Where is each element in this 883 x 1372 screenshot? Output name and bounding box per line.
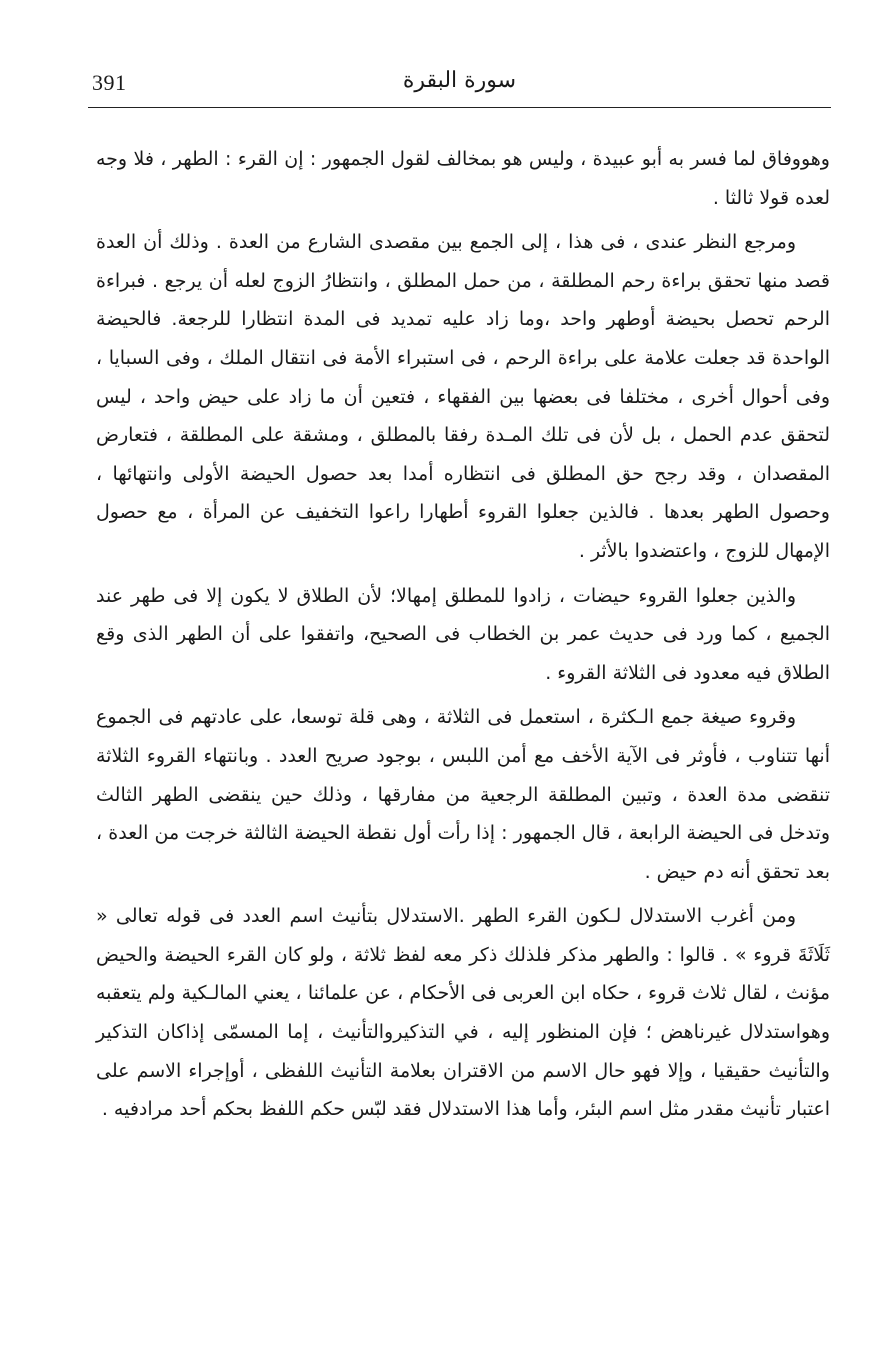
paragraph: والذين جعلوا القروء حيضات ، زادوا للمطلق إمهالا؛ لأن الطلاق لا يكون إلا فى طهر عند الجميع ، كما ورد فى حديث عمر بن الخطاب فى الصحيح، واتفقوا على أن الطهر الذى وقع الطلاق فيه معدود فى الثلاثة القروء . [96,584,830,684]
page-number: 391 [92,70,127,95]
running-title: سورة البقرة [402,68,517,93]
paragraph: وقروء صيغة جمع الـكثرة ، استعمل فى الثلاثة ، وهى قلة توسعا، على عادتهم فى الجموع أنها تتناوب ، فأوثر فى الآية الأخف مع أمن اللبس ، بوجود صريح العدد . وبانتهاء القروء الثلاثة تنقضى مدة العدة ، وتبين المطلقة الرجعية من مفارقها ، وذلك حين ينقضى الطهر الثالث وتدخل فى الحيضة الرابعة ، قال الجمهور : إذا رأت أول نقطة الحيضة الثالثة خرجت من العدة ، بعد تحقق أنه دم حيض . [96,706,830,883]
header-divider [88,107,831,108]
paragraph: ومن أغرب الاستدلال لـكون القرء الطهر .الاستدلال بتأنيث اسم العدد فى قوله تعالى « ثَلَاثَةَ قروء » . قالوا : والطهر مذكر فلذلك ذكر معه لفظ ثلاثة ، ولو كان القرء الحيضة والحيض مؤنث ، لقال ثلاث قروء ، حكاه ابن العربى فى الأحكام ، عن علمائنا ، يعني المالـكية ولم يتعقبه وهواستدلال غيرناهض ؛ فإن المنظور إليه ، في التذكيروالتأنيث ، إما المسمّى إذاكان التذكير والتأنيث حقيقيا ، وإلا فهو حال الاسم من الاقتران بعلامة التأنيث اللفظى ، أوإجراء الاسم على اعتبار تأنيث مقدر مثل اسم البئر، وأما هذا الاستدلال فقد لبّس حكم اللفظ بحكم أحد مرادفيه . [96,905,830,1121]
paragraph: ومرجع النظر عندى ، فى هذا ، إلى الجمع بين مقصدى الشارع من العدة . وذلك أن العدة قصد منها تحقق براءة رحم المطلقة ، من حمل المطلق ، وانتظارُ الزوج لعله أن يرجع . فبراءة الرحم تحصل بحيضة أوطهر واحد ،وما زاد عليه تمديد فى المدة انتظارا للرجعة. فالحيضة الواحدة قد جعلت علامة على براءة الرحم ، فى استبراء الأمة فى انتقال الملك ، وفى السبايا ، وفى أحوال أخرى ، مختلفا فى بعضها بين الفقهاء ، فتعين أن ما زاد على حيض واحد ، ليس لتحقق عدم الحمل ، بل لأن فى تلك المـدة رفقا بالمطلق ، ومشقة على المطلقة ، فتعارض المقصدان ، وقد رجح حق المطلق فى انتظاره أمدا بعد حصول الحيضة الأولى وانتهائها ، وحصول الطهر بعدها . فالذين جعلوا القروء أطهارا راعوا التخفيف عن المرأة ، مع حصول الإمهال للزوج ، واعتضدوا بالأثر . [96,231,830,562]
paragraph: وهووفاق لما فسر به أبو عبيدة ، وليس هو بمخالف لقول الجمهور : إن القرء : الطهر ، فلا وجه لعده قولا ثالثا . [96,148,830,209]
page-header [88,62,831,102]
page-body [96,140,830,1135]
